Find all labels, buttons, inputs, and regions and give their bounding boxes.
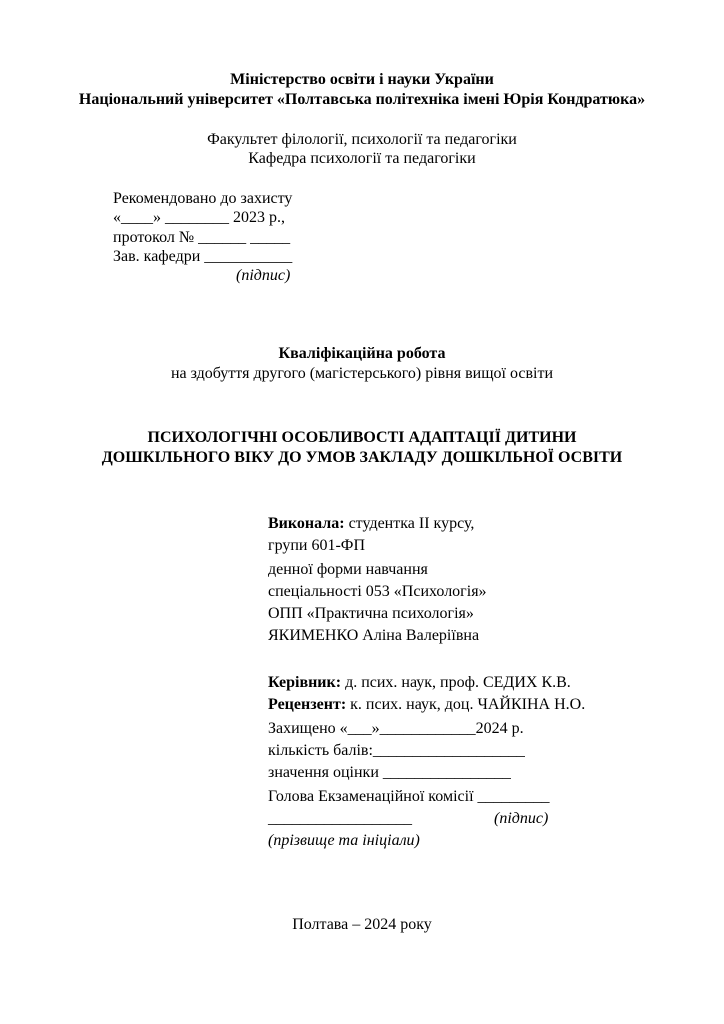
degree-line: на здобуття другого (магістерського) рівня вищої освіти bbox=[170, 365, 554, 382]
reviewer-label: Рецензент: bbox=[268, 696, 347, 713]
thesis-title-line2: ДОШКІЛЬНОГО ВІКУ ДО УМОВ ЗАКЛАДУ ДОШКІЛЬНОЇ ОСВІТИ bbox=[101, 449, 623, 466]
faculty-line: Факультет філології, психології та педагогіки bbox=[207, 131, 517, 148]
author-course-line bbox=[268, 514, 474, 534]
supervisor-label: Керівник: bbox=[268, 674, 342, 691]
author-specialty: спеціальності 053 «Психологія» bbox=[268, 583, 487, 600]
author-program: ОПП «Практична психологія» bbox=[268, 605, 474, 622]
reviewer-line bbox=[268, 695, 585, 715]
author-label: Виконала: bbox=[268, 515, 345, 532]
chair-signature-caption: (підпис) bbox=[494, 810, 549, 827]
university-heading: Національний університет «Полтавська політехніка імені Юрія Кондратюка» bbox=[78, 91, 646, 108]
author-group: групи 601-ФП bbox=[268, 537, 365, 554]
protocol-line: протокол № ______ _____ bbox=[113, 229, 291, 246]
points-line: кількість балів:___________________ bbox=[268, 742, 525, 759]
commission-chair-line: Голова Екзаменаційної комісії _________ bbox=[268, 788, 550, 805]
reviewer-name: к. псих. наук, доц. ЧАЙКІНА Н.О. bbox=[346, 696, 586, 713]
recommended-line: Рекомендовано до захисту bbox=[113, 190, 293, 207]
work-type: Кваліфікаційна робота bbox=[278, 345, 446, 362]
author-name: ЯКИМЕНКО Аліна Валеріївна bbox=[268, 627, 480, 644]
thesis-title-line1: ПСИХОЛОГІЧНІ ОСОБЛИВОСТІ АДАПТАЦІЇ ДИТИНИ bbox=[147, 429, 577, 446]
supervisor-name: д. псих. наук, проф. СЕДИХ К.В. bbox=[341, 674, 571, 691]
department-line: Кафедра психології та педагогіки bbox=[248, 150, 476, 167]
grade-line: значення оцінки ________________ bbox=[268, 764, 511, 781]
ministry-heading: Міністерство освіти і науки України bbox=[230, 71, 494, 88]
signature-caption: (підпис) bbox=[236, 267, 291, 284]
defended-line: Захищено «___»____________2024 р. bbox=[268, 720, 524, 737]
author-form: денної форми навчання bbox=[268, 561, 428, 578]
name-caption: (прізвище та ініціали) bbox=[268, 832, 420, 849]
supervisor-line bbox=[268, 673, 571, 693]
approval-date-line: «____» ________ 2023 р., bbox=[113, 209, 285, 226]
city-year: Полтава – 2024 року bbox=[292, 916, 432, 933]
name-blank-line: __________________ bbox=[268, 810, 412, 827]
department-head-line: Зав. кафедри ___________ bbox=[113, 248, 293, 265]
author-course: студентка ІІ курсу, bbox=[344, 515, 475, 532]
